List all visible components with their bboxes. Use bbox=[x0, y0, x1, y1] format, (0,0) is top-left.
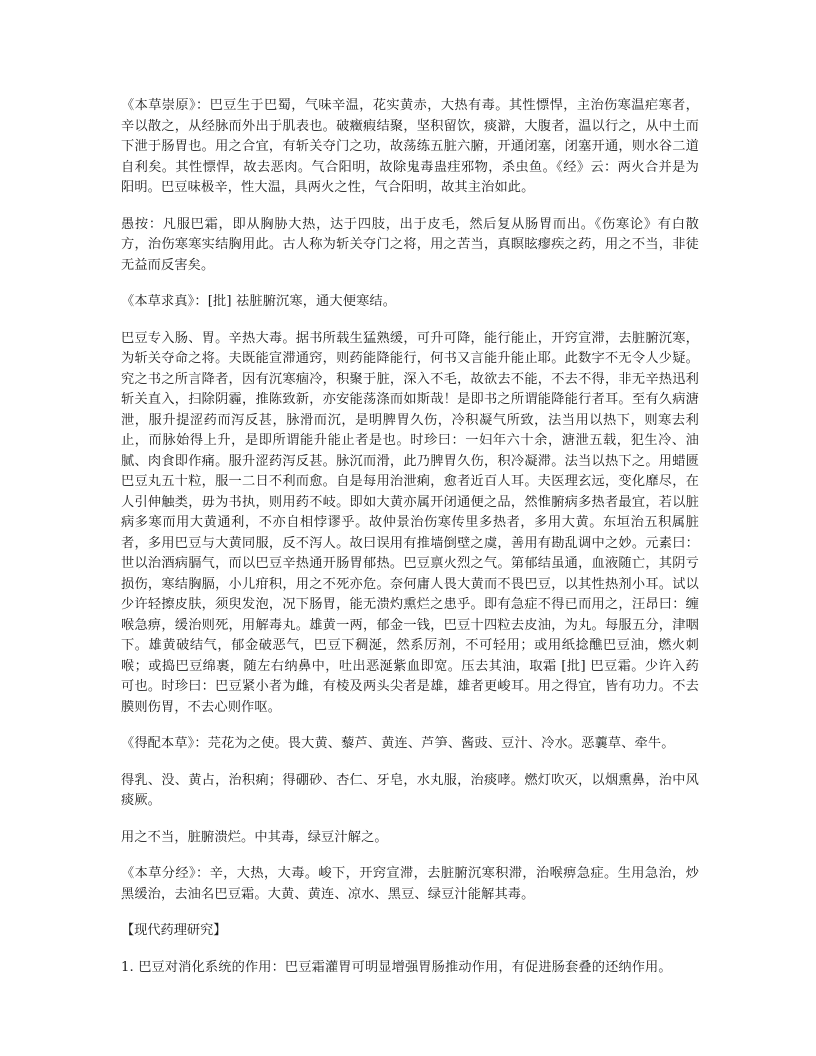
paragraph-bencao-chongyuan: 《本草崇原》：巴豆生于巴蜀，气味辛温，花实黄赤，大热有毒。其性慓悍，主治伤寒温疟寒者，辛以散之，从经脉而外出于肌表也。破癥瘕结聚，坚积留饮，痰澼，大腹者，温以行之，从中土而下泄于肠胃也。用之合宜，有斩关夺门之功，故荡练五脏六腑，开通闭塞，闭塞开通，则水谷二道自利矣。其性慓悍，故去恶肉。气合阳明，故除鬼毒蛊疰邪物，杀虫鱼。《经》云：两火合并是为阳明。巴豆味极辛，性大温，具两火之性，气合阳明，故其主治如此。 bbox=[121, 98, 699, 195]
document-body bbox=[121, 96, 699, 994]
paragraph-combinations: 得乳、没、黄占，治积痢；得硼砂、杏仁、牙皂，水丸服，治痰哮。燃灯吹灭，以烟熏鼻，治中风痰厥。 bbox=[121, 772, 699, 808]
paragraph-author-note: 愚按：凡服巴霜，即从胸胁大热，达于四肢，出于皮毛，然后复从肠胃而出。《伤寒论》有白散方，治伤寒寒实结胸用此。古人称为斩关夺门之将，用之苦当，真瞑眩瘳疾之药，用之不当，非徒无益而反害矣。 bbox=[121, 216, 699, 273]
paragraph-bencao-qiuzhen-heading: 《本草求真》：[批] 祛脏腑沉寒，通大便寒结。 bbox=[121, 294, 397, 309]
paragraph-toxicity: 用之不当，脏腑溃烂。中其毒，绿豆汁解之。 bbox=[121, 829, 388, 845]
paragraph-pharmacology-1: 1. 巴豆对消化系统的作用：巴豆霜灌胃可明显增强胃肠推动作用，有促进肠套叠的还纳作用。 bbox=[121, 959, 672, 975]
paragraph-bencao-qiuzhen-body: 巴豆专入肠、胃。辛热大毒。据书所载生猛熟缓，可升可降，能行能止，开窍宣滞，去脏腑沉寒，为斩关夺命之将。夫既能宣滞通窍，则药能降能行，何书又言能升能止耶。此数字不无令人少疑。究之书之所言降者，因有沉寒痼冷，积聚于脏，深入不毛，故欲去不能，不去不得，非无辛热迅利斩关直入，扫除阴霾，推陈致新，亦安能荡涤而如斯哉！是即书之所谓能降能行者耳。至有久病溏泄，服升提涩药而泻反甚，脉滑而沉，是明脾胃久伤，冷积凝气所致，法当用以热下，则寒去利止，而脉始得上升，是即所谓能升能止者是也。时珍曰：一妇年六十余，溏泄五载，犯生冷、油腻、肉食即作痛。服升涩药泻反甚。脉沉而滑，此乃脾胃久伤，积冷凝滞。法当以热下之。用蜡匮巴豆丸五十粒，服一二日不利而愈。自是每用治泄痢，愈者近百人耳。夫医理玄远，变化靡尽，在人引伸触类，毋为书执，则用药不岐。即如大黄亦属开闭通便之品，然惟腑病多热者最宜，若以脏病多寒而用大黄通利，不亦自相悖谬乎。故仲景治伤寒传里多热者，多用大黄。东垣治五积属脏者，多用巴豆与大黄同服，反不泻人。故曰误用有推墙倒壁之虞，善用有勘乱调中之妙。元素曰：世以治酒病膈气，而以巴豆辛热通开肠胃郁热。巴豆禀火烈之气。第郁结虽通，血液随亡，其阴亏损伤，寒结胸膈，小儿疳积，用之不死亦危。奈何庸人畏大黄而不畏巴豆，以其性热剂小耳。试以少许轻擦皮肤，须臾发泡，况下肠胃，能无溃灼熏烂之患乎。即有急症不得已而用之，汪昂曰：缠喉急痹，缓治则死，用解毒丸。雄黄一两，郁金一钱，巴豆十四粒去皮油，为丸。每服五分，津咽下。雄黄破结气，郁金破恶气，巴豆下稠涎，然系厉剂，不可轻用；或用纸捻醮巴豆油，燃火刺喉；或捣巴豆绵裹，随左右纳鼻中，吐出恶涎紫血即宽。压去其油，取霜 [批] 巴豆霜。少许入药可也。时珍曰：巴豆紧小者为雌，有棱及两头尖者是雄，雄者更峻耳。用之得宜，皆有功力。不去膜则伤胃，不去心则作呕。 bbox=[121, 330, 699, 715]
paragraph-bencao-fenjing: 《本草分经》：辛，大热，大毒。峻下，开窍宣滞，去脏腑沉寒积滞，治喉痹急症。生用急治，炒黑缓治，去油名巴豆霜。大黄、黄连、凉水、黑豆、绿豆汁能解其毒。 bbox=[121, 866, 699, 902]
paragraph-depei-bencao: 《得配本草》：芫花为之使。畏大黄、藜芦、黄连、芦笋、酱豉、豆汁、冷水。恶蘘草、牵牛。 bbox=[121, 736, 675, 751]
section-heading-modern-pharmacology: 【现代药理研究】 bbox=[121, 923, 227, 938]
